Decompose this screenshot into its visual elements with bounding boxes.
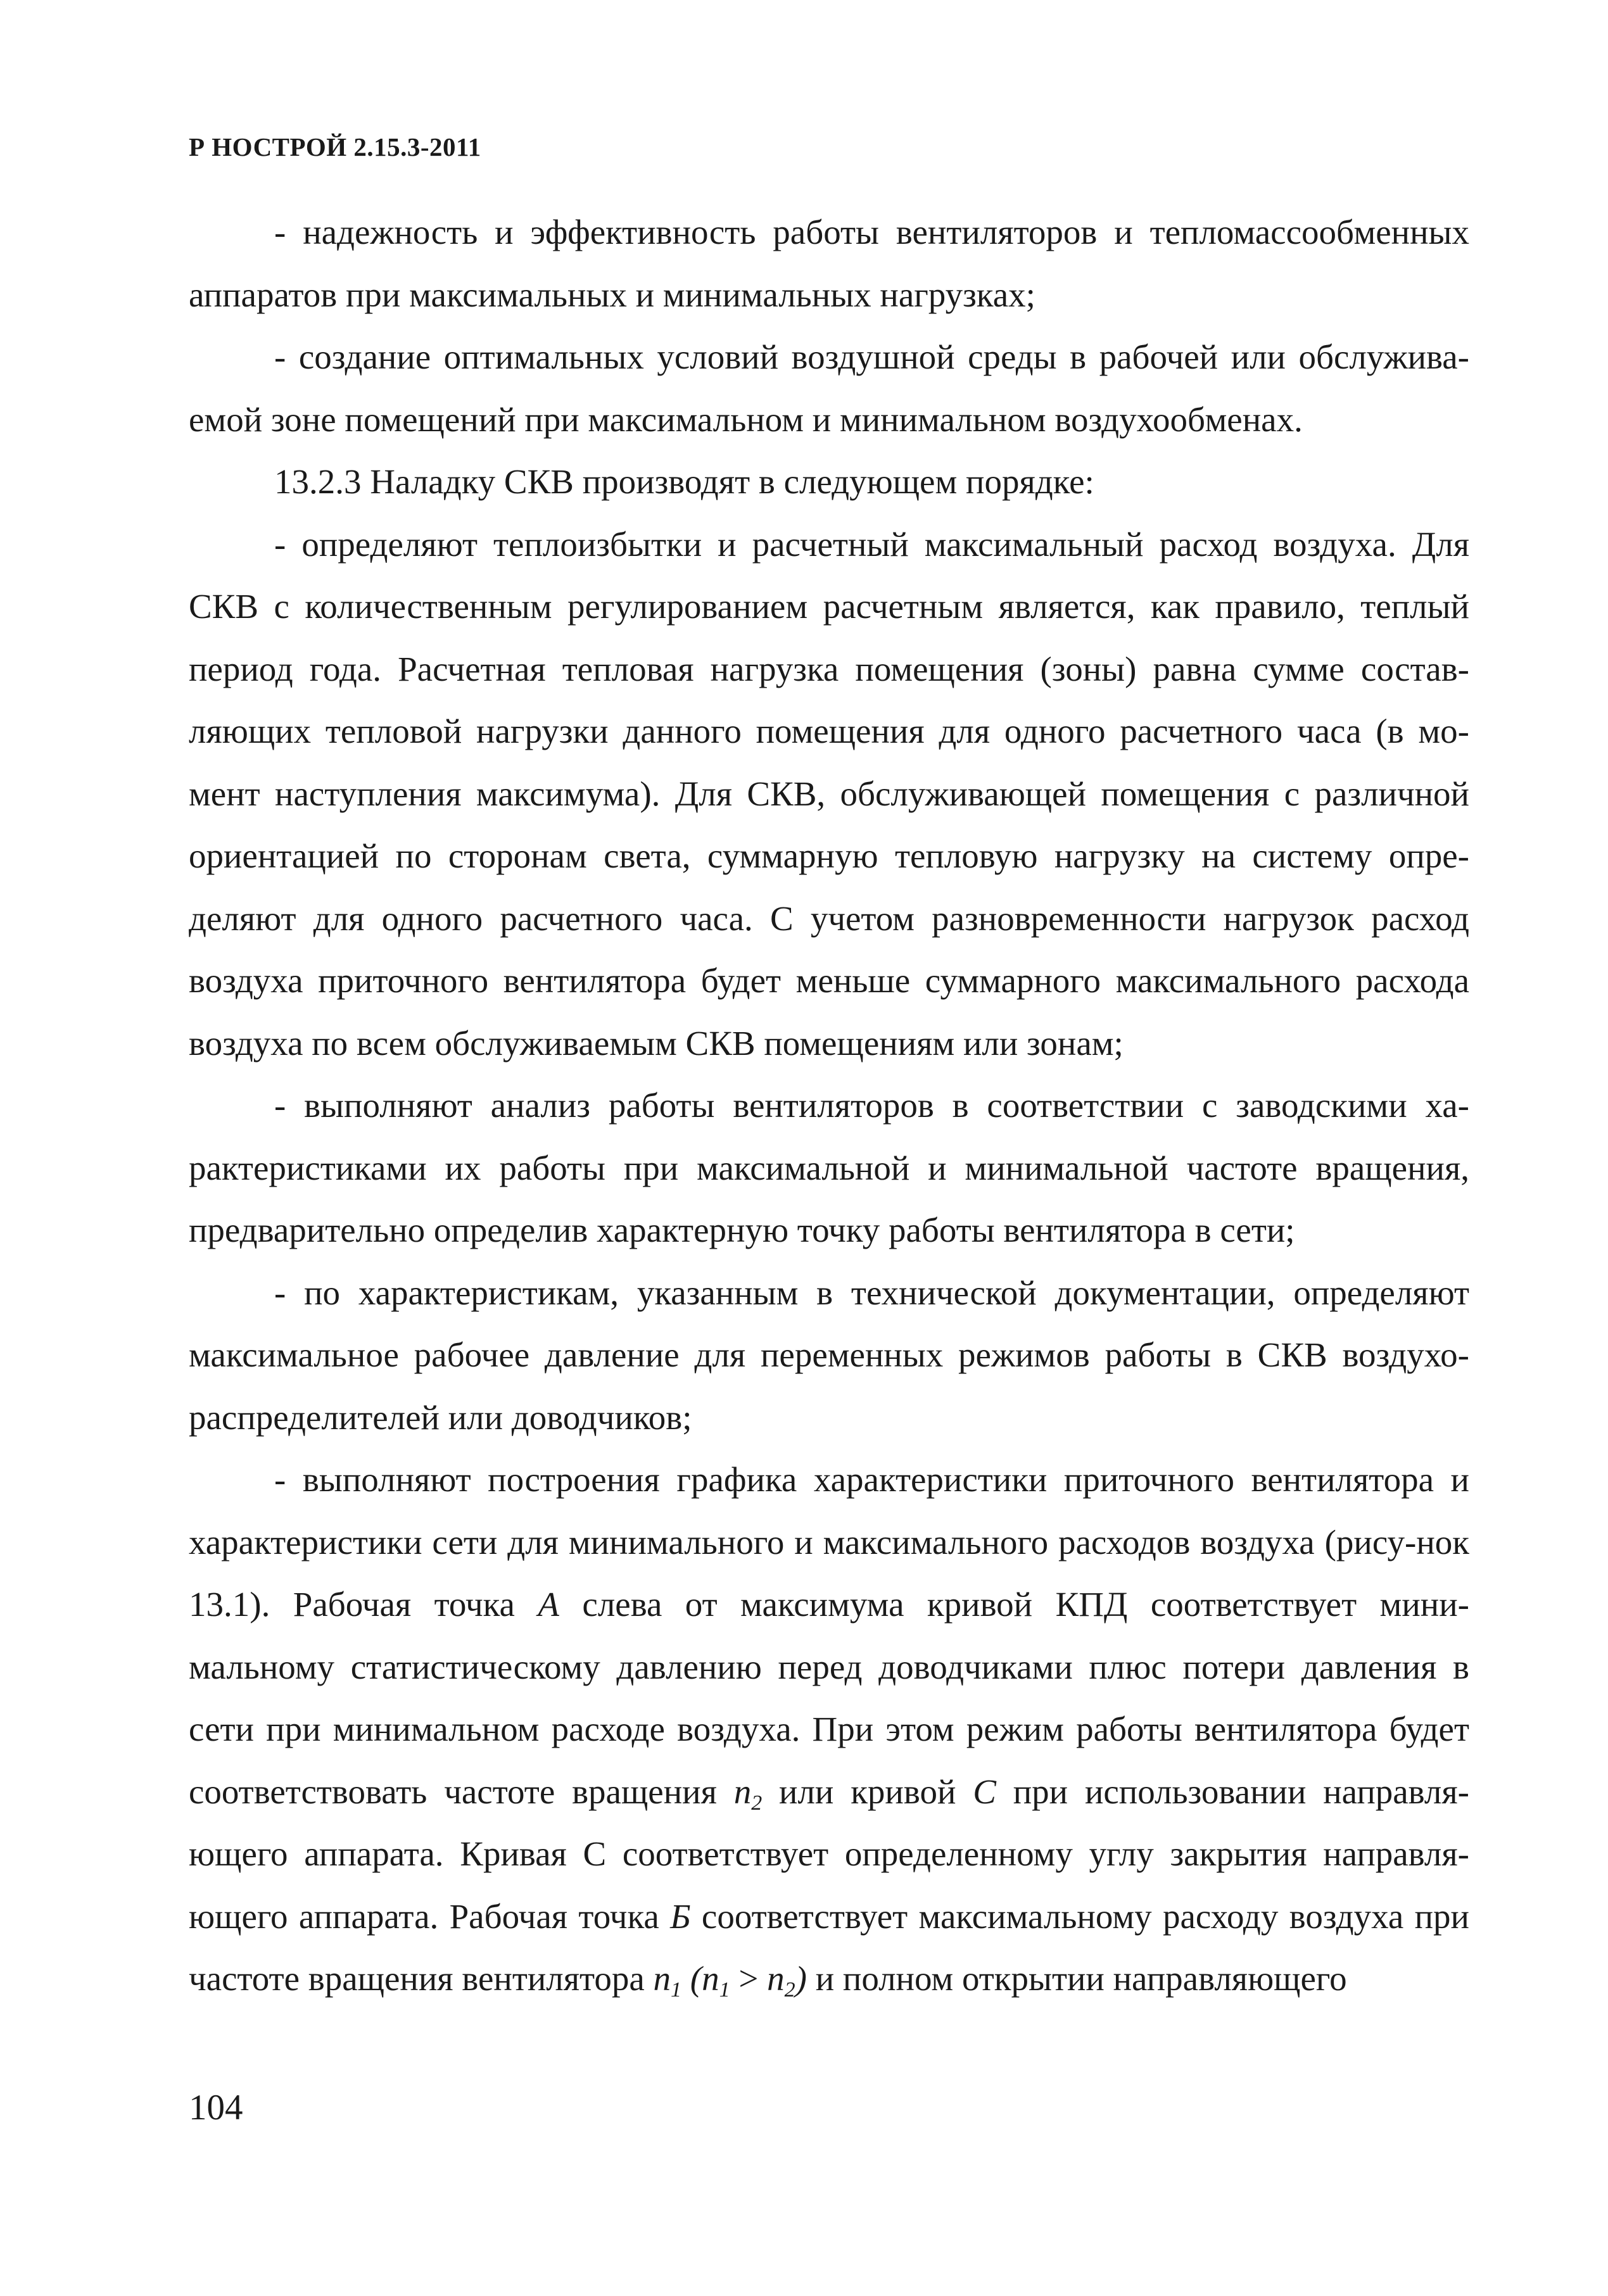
- curve-c-symbol: С: [973, 1772, 996, 1811]
- text-run: соответствует максимальному расходу воздуха при частоте вращения вентилятора: [189, 1896, 1469, 1998]
- paren-open: (: [690, 1959, 702, 1998]
- document-code-header: Р НОСТРОЙ 2.15.3-2011: [189, 132, 481, 161]
- text-run: или кривой: [762, 1772, 973, 1811]
- point-b-symbol: Б: [670, 1896, 691, 1936]
- paragraph: - надежность и эффективность работы вентиляторов и тепломассообменных аппаратов при максимальных и минимальных нагрузках;: [189, 213, 1469, 314]
- point-a-symbol: А: [538, 1585, 559, 1624]
- paragraph-fan-characteristics: [189, 1449, 1469, 2010]
- document-body: [189, 201, 1469, 2010]
- n-symbol: n: [653, 1959, 671, 1998]
- paragraph: 13.2.3 Наладку СКВ производят в следующем порядке:: [274, 462, 1094, 501]
- n-symbol: n: [733, 1772, 752, 1811]
- text-run: - выполняют построения графика характеристики приточного вентилятора и характеристики сети для минимального и максимального расходов воздуха (рису-нок 13.1). Рабочая точка: [189, 1460, 1469, 1624]
- page-number: 104: [189, 2088, 243, 2128]
- paragraph: - создание оптимальных условий воздушной среды в рабочей или обслужива-емой зоне помещений при максимальном и минимальном воздухообменах.: [189, 337, 1469, 439]
- paren-close: ): [795, 1959, 807, 1998]
- subscript: 1: [719, 1978, 730, 2002]
- text-run: при использовании направля-ющего аппарата. Кривая С соответствует определенному углу закрытия направля-ющего аппарата. Рабочая точка: [189, 1772, 1469, 1936]
- text-run: слева от максимума кривой КПД соответствует мини-мальному статистическому давлению перед доводчиками плюс потери давления в сети при минимальном расходе воздуха. При этом режим работы вентилятора будет соответствовать частоте вращения: [189, 1585, 1469, 1811]
- n-symbol: n: [767, 1959, 785, 1998]
- paragraph: - определяют теплоизбытки и расчетный максимальный расход воздуха. Для СКВ с количественным регулированием расчетным является, как правило, теплый период года. Расчетная тепловая нагрузка помещения (зоны) равна сумме состав-ляющих тепловой нагрузки данного помещения для одного расчетного часа (в мо-мент наступления максимума). Для СКВ, обслуживающей помещения с различной ориентацией по сторонам света, суммарную тепловую нагрузку на систему опре-деляют для одного расчетного часа. С учетом разновременности нагрузок расход воздуха приточного вентилятора будет меньше суммарного максимального расхода воздуха по всем обслуживаемым СКВ помещениям или зонам;: [189, 524, 1469, 1063]
- greater-than-sign: >: [730, 1959, 768, 1998]
- paragraph: - выполняют анализ работы вентиляторов в соответствии с заводскими ха-рактеристиками их работы при максимальной и минимальной частоте вращения, предварительно определив характерную точку работы вентилятора в сети;: [189, 1086, 1469, 1249]
- paragraph: - по характеристикам, указанным в технической документации, определяют максимальное рабочее давление для переменных режимов работы в СКВ воздухо-распределителей или доводчиков;: [189, 1273, 1469, 1437]
- n-symbol: n: [702, 1959, 719, 1998]
- subscript: 2: [784, 1978, 795, 2002]
- subscript: 1: [671, 1978, 682, 2002]
- text-run: и полном открытии направляющего: [806, 1959, 1347, 1998]
- subscript: 2: [751, 1791, 763, 1815]
